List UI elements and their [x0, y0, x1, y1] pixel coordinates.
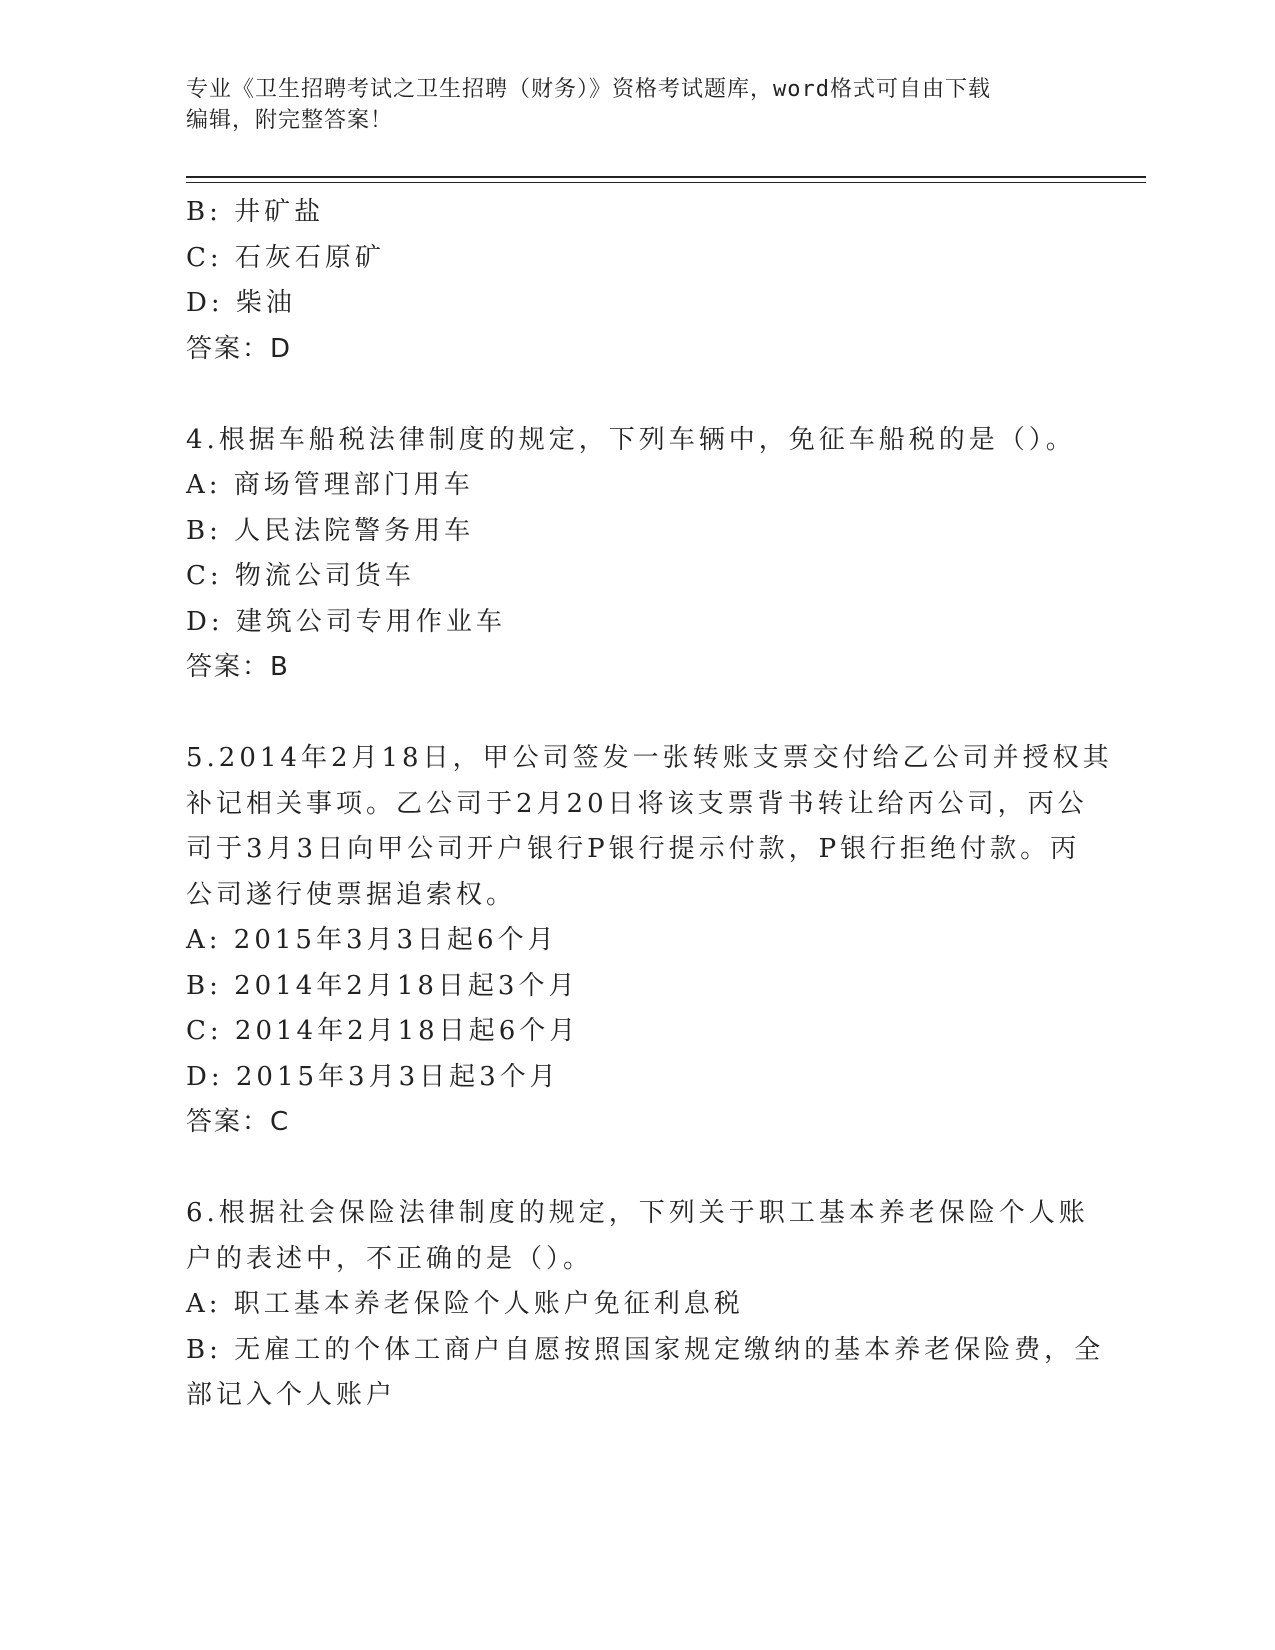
header-line-2: 编辑，附完整答案！ [186, 108, 394, 133]
question-text-line: 户的表述中，不正确的是（）。 [186, 1243, 594, 1274]
question-6 [186, 1191, 1105, 1419]
answer: 答案：D [186, 333, 293, 364]
question-text-line: 公司遂行使票据追索权。 [186, 879, 517, 910]
question-text-line: 司于3月3日向甲公司开户银行P银行提示付款，P银行拒绝付款。丙 [186, 834, 1081, 864]
header-rule-thick [186, 176, 1146, 178]
option-a: A: 职工基本养老保险个人账户免征利息税 [186, 1289, 744, 1319]
option-d: D: 建筑公司专用作业车 [186, 606, 506, 637]
option-c: C: 物流公司货车 [186, 561, 415, 591]
document-header [186, 74, 1086, 136]
option-c: C: 2014年2月18日起6个月 [186, 1016, 580, 1046]
question-text-line: 5.2014年2月18日，甲公司签发一张转账支票交付给乙公司并授权其 [186, 743, 1113, 773]
option-b: B: 井矿盐 [186, 197, 325, 227]
header-line-1: 专业《卫生招聘考试之卫生招聘（财务）》资格考试题库，word格式可自由下载 [186, 77, 991, 102]
option-a: A: 2015年3月3日起6个月 [186, 925, 558, 955]
question-text-line: 6.根据社会保险法律制度的规定，下列关于职工基本养老保险个人账 [186, 1198, 1089, 1228]
header-rule-thin [186, 182, 1146, 183]
option-d: D: 柴油 [186, 288, 296, 318]
question-text-line: 补记相关事项。乙公司于2月20日将该支票背书转让给丙公司，丙公 [186, 788, 1088, 819]
question-3 [186, 190, 1086, 372]
option-b: B: 2014年2月18日起3个月 [186, 970, 579, 1001]
question-5 [186, 736, 1113, 1146]
option-c: C: 石灰石原矿 [186, 242, 385, 273]
question-text: 4.根据车船税法律制度的规定，下列车辆中，免征车船税的是（）。 [186, 424, 1076, 455]
option-d: D: 2015年3月3日起3个月 [186, 1061, 560, 1092]
option-b-line: B: 无雇工的个体工商户自愿按照国家规定缴纳的基本养老保险费，全 [186, 1334, 1105, 1365]
option-a: A: 商场管理部门用车 [186, 470, 474, 500]
option-b-line: 部记入个人账户 [186, 1380, 397, 1410]
question-4 [186, 418, 1086, 691]
answer: 答案：B [186, 652, 290, 682]
option-b: B: 人民法院警务用车 [186, 515, 475, 546]
answer: 答案：C [186, 1107, 291, 1137]
question-content [186, 190, 1113, 1419]
